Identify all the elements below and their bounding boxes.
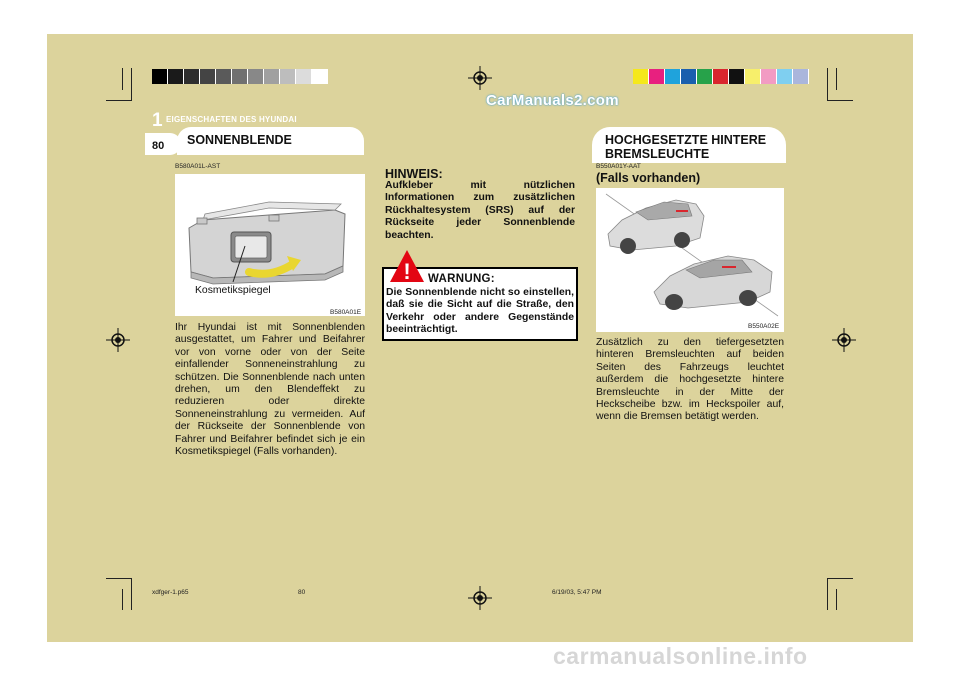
car-rear-illustration: [596, 188, 784, 332]
warning-title: WARNUNG:: [428, 273, 495, 285]
page-number: 80: [152, 140, 165, 152]
color-swatch: [761, 69, 777, 84]
grayscale-swatch: [168, 69, 184, 84]
grayscale-swatch: [232, 69, 248, 84]
color-swatch: [793, 69, 809, 84]
section-code: B580A01L-AST: [175, 163, 221, 170]
color-calibration-bar: [633, 69, 809, 84]
grayscale-calibration-bar: [152, 69, 328, 84]
footer-page: 80: [298, 589, 306, 596]
registration-mark-icon: [468, 66, 492, 90]
registration-mark-icon: [468, 586, 492, 610]
color-swatch: [729, 69, 745, 84]
warning-triangle-icon: [389, 249, 425, 283]
grayscale-swatch: [216, 69, 232, 84]
grayscale-swatch: [184, 69, 200, 84]
color-swatch: [697, 69, 713, 84]
body-text-bremsleuchte: Zusätzlich zu den tiefergesetzten hinteren Bremsleuchten auf beiden Seiten des Fahrzeugs leuchtet außerdem die hochgesetzte hintere Bremsleuchte in der Mitte der Heckscheibe bzw. im Heckspoiler auf, wenn die Bremsen betätigt werden.: [596, 337, 784, 423]
warning-text: Die Sonnenblende nicht so einstellen, daß sie die Sicht auf die Straße, den Verkehr oder andere Gegenstände beeinträchtigt.: [386, 287, 574, 336]
color-swatch: [777, 69, 793, 84]
grayscale-swatch: [280, 69, 296, 84]
grayscale-swatch: [152, 69, 168, 84]
chapter-number: 1: [152, 110, 163, 131]
watermark-carmanualsonline[interactable]: carmanualsonline.info: [553, 643, 808, 669]
watermark-carmanuals2[interactable]: CarManuals2.com: [486, 92, 619, 109]
section-title-bremsleuchte: HOCHGESETZTE HINTERE BREMSLEUCHTE: [592, 127, 786, 163]
subtitle-falls-vorhanden: (Falls vorhanden): [596, 171, 701, 185]
note-title: HINWEIS:: [385, 167, 443, 181]
color-swatch: [649, 69, 665, 84]
footer-date: 6/19/03, 5:47 PM: [552, 589, 602, 596]
figure-label-kosmetikspiegel: Kosmetikspiegel: [195, 285, 271, 296]
body-text-sonnenblende: Ihr Hyundai ist mit Sonnenblenden ausgestattet, um Fahrer und Beifahrer vor von vorne oder von der Seite einfallender Sonneneinstrahlung zu schützen. Die Sonnenblende nach unten drehen, um den Blendeffekt zu reduzieren oder direkte Sonneneinstrahlung zu vermeiden. Auf der Rückseite der Sonnenblende von Fahrer und Beifahrer befindet sich je ein Kosmetikspiegel (Falls vorhanden).: [175, 322, 365, 458]
section-code-right: B550A01Y-AAT: [596, 163, 641, 170]
figure-code-right: B550A02E: [748, 323, 780, 330]
registration-mark-icon: [832, 328, 856, 352]
grayscale-swatch: [312, 69, 328, 84]
grayscale-swatch: [200, 69, 216, 84]
grayscale-swatch: [248, 69, 264, 84]
color-swatch: [745, 69, 761, 84]
note-text: Aufkleber mit nützlichen Informationen zum zusätzlichen Rückhaltesystem (SRS) auf der Rückseite jeder Sonnenblende beachten.: [385, 180, 575, 241]
warning-symbol: !: [403, 259, 411, 283]
section-title-sonnenblende: SONNENBLENDE: [177, 127, 364, 155]
color-swatch: [633, 69, 649, 84]
color-swatch: [681, 69, 697, 84]
grayscale-swatch: [296, 69, 312, 84]
registration-mark-icon: [106, 328, 130, 352]
color-swatch: [665, 69, 681, 84]
color-swatch: [713, 69, 729, 84]
figure-code: B580A01E: [330, 309, 362, 316]
chapter-title: EIGENSCHAFTEN DES HYUNDAI: [166, 115, 297, 124]
footer-file: xdfger-1.p65: [152, 589, 189, 596]
grayscale-swatch: [264, 69, 280, 84]
